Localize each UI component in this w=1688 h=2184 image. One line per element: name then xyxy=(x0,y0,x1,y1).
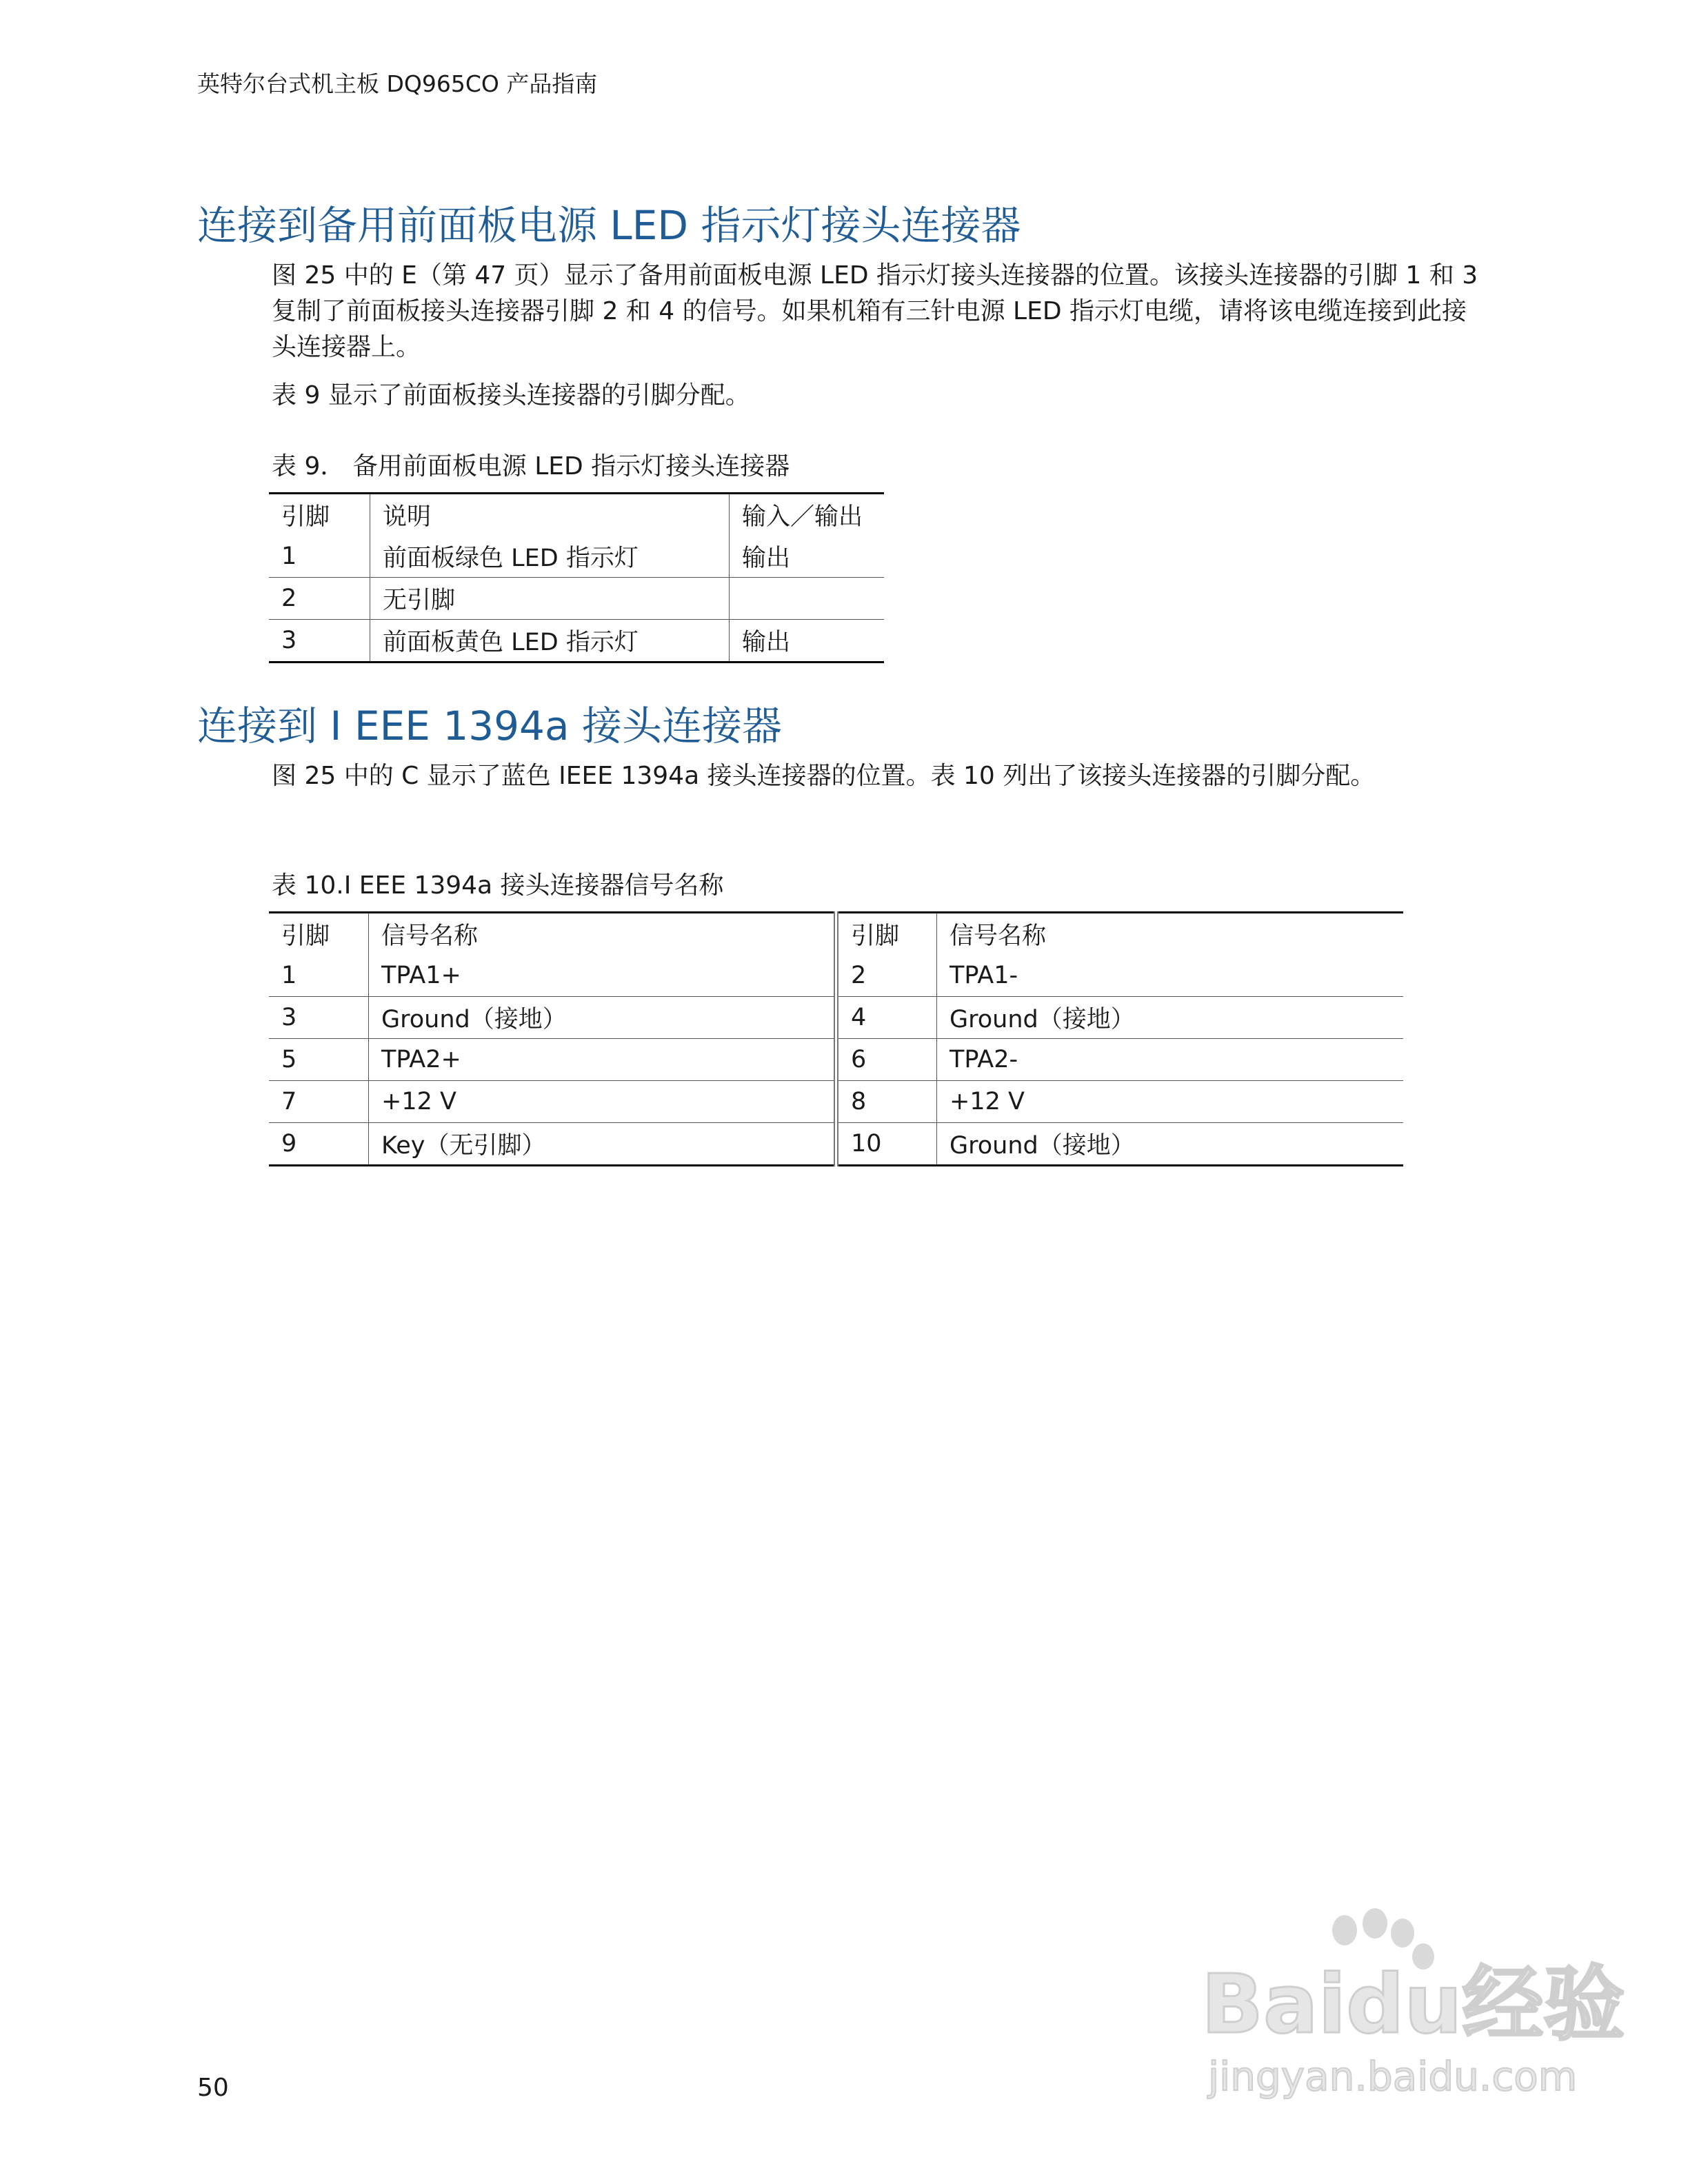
cell-io: 输出 xyxy=(742,629,791,656)
cell-signal: Key（无引脚） xyxy=(369,1123,836,1166)
watermark-url-text: jingyan.baidu.com xyxy=(1208,2053,1578,2100)
section1-table-reference: 表 9 显示了前面板接头连接器的引脚分配。 xyxy=(272,381,750,410)
cell-io xyxy=(730,578,885,620)
table-row xyxy=(269,1123,1403,1166)
table-row xyxy=(269,536,884,578)
running-header: 英特尔台式机主板 DQ965CO 产品指南 xyxy=(197,70,598,97)
cell-signal: +12 V xyxy=(950,1088,1025,1115)
baidu-jingyan-watermark-logo xyxy=(1180,1903,1625,2110)
table-header-row xyxy=(269,913,1403,956)
cell-signal: Ground（接地） xyxy=(950,1006,1135,1033)
table-ieee1394a-signals xyxy=(269,911,1403,1166)
header-signal-name: 信号名称 xyxy=(369,913,836,956)
cell-signal: TPA2+ xyxy=(369,1039,836,1081)
header-signal-name: 信号名称 xyxy=(950,922,1047,950)
cell-signal: TPA1+ xyxy=(369,955,836,997)
section-heading-ieee1394a: 连接到 I EEE 1394a 接头连接器 xyxy=(197,702,782,749)
cell-pin: 2 xyxy=(269,578,370,620)
table-row xyxy=(269,1039,1403,1081)
cell-signal: Ground（接地） xyxy=(369,997,836,1039)
cell-pin: 9 xyxy=(269,1123,369,1166)
header-description: 说明 xyxy=(370,494,730,536)
cell-description: 无引脚 xyxy=(370,578,730,620)
table9-caption: 表 9． 备用前面板电源 LED 指示灯接头连接器 xyxy=(272,452,790,481)
header-io: 输入／输出 xyxy=(742,503,863,531)
cell-pin: 4 xyxy=(836,997,937,1039)
cell-pin: 2 xyxy=(836,955,937,997)
cell-description: 前面板绿色 LED 指示灯 xyxy=(370,536,730,578)
cell-signal: TPA2- xyxy=(950,1046,1018,1073)
cell-io: 输出 xyxy=(742,545,791,572)
watermark-brand-text: Baidu经验 xyxy=(1201,1957,1625,2052)
page-number: 50 xyxy=(197,2074,229,2102)
cell-signal: TPA1- xyxy=(950,962,1018,989)
table-row xyxy=(269,1081,1403,1123)
table-power-led-pins xyxy=(269,492,884,663)
cell-pin: 1 xyxy=(269,955,369,997)
table-row xyxy=(269,955,1403,997)
cell-pin: 3 xyxy=(269,620,370,663)
section2-paragraph: 图 25 中的 C 显示了蓝色 IEEE 1394a 接头连接器的位置。表 10 列出了该接头连接器的引脚分配。 xyxy=(272,762,1376,790)
cell-pin: 3 xyxy=(269,997,369,1039)
cell-pin: 6 xyxy=(836,1039,937,1081)
cell-pin: 7 xyxy=(269,1081,369,1123)
table-row xyxy=(269,997,1403,1039)
cell-pin: 10 xyxy=(836,1123,937,1166)
section1-paragraph: 图 25 中的 E（第 47 页）显示了备用前面板电源 LED 指示灯接头连接器的位置。该接头连接器的引脚 1 和 3 复制了前面板接头连接器引脚 2 和 4 的信号。如果机箱有三针电源 LED 指示灯电缆，请将该电缆连接到此接头连接器上。 xyxy=(272,261,1478,361)
section-heading-power-led: 连接到备用前面板电源 LED 指示灯接头连接器 xyxy=(197,202,1021,249)
header-pin: 引脚 xyxy=(269,494,370,536)
table-row xyxy=(269,620,884,663)
cell-pin: 5 xyxy=(269,1039,369,1081)
header-pin: 引脚 xyxy=(836,913,937,956)
cell-signal: Ground（接地） xyxy=(950,1132,1135,1160)
cell-description: 前面板黄色 LED 指示灯 xyxy=(370,620,730,663)
table-header-row xyxy=(269,494,884,536)
table10-caption: 表 10.I EEE 1394a 接头连接器信号名称 xyxy=(272,871,724,900)
cell-pin: 8 xyxy=(836,1081,937,1123)
table-row xyxy=(269,578,884,620)
cell-signal: +12 V xyxy=(369,1081,836,1123)
header-pin: 引脚 xyxy=(269,913,369,956)
cell-pin: 1 xyxy=(269,536,370,578)
